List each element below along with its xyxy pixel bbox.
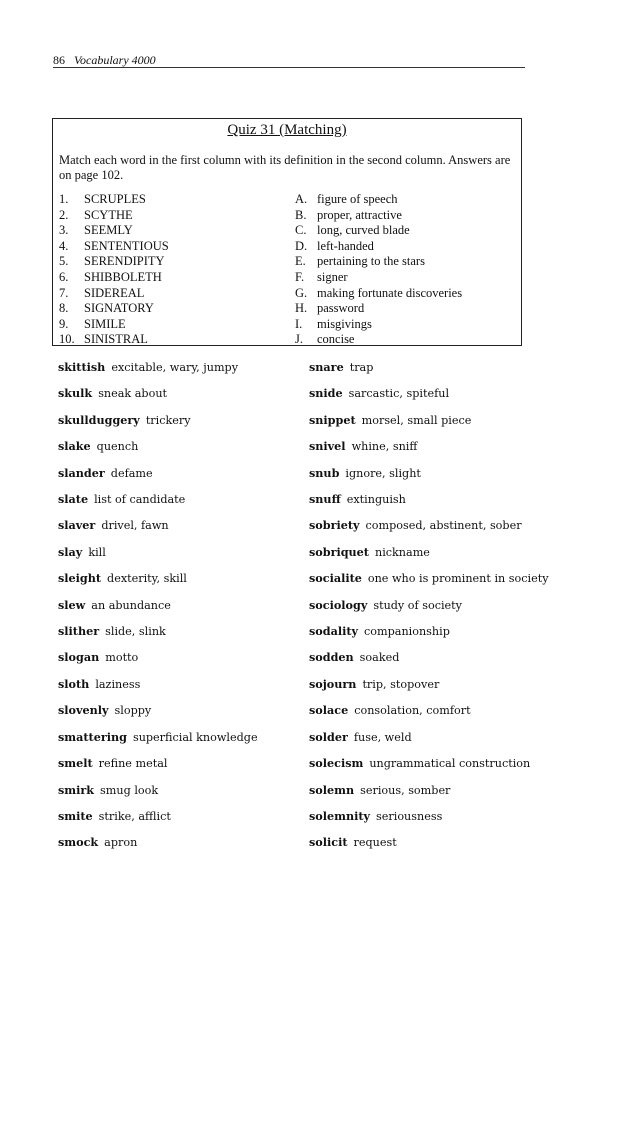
quiz-definition-text: signer <box>317 269 348 284</box>
vocab-term: solemnity <box>309 808 371 823</box>
vocab-term: slate <box>58 492 89 507</box>
vocab-term: smattering <box>58 729 127 744</box>
vocab-term: sodden <box>309 650 354 665</box>
vocab-definition: defame <box>110 466 153 480</box>
vocab-term: sobriquet <box>309 544 369 559</box>
vocab-definition: list of candidate <box>94 493 186 507</box>
quiz-word: SIDEREAL <box>84 285 145 300</box>
vocab-term: socialite <box>309 571 362 586</box>
quiz-definition-text: password <box>317 301 365 316</box>
vocab-term: slew <box>58 597 86 612</box>
vocab-term: sociology <box>309 597 368 612</box>
vocab-entry <box>58 385 288 402</box>
vocab-definition: whine, sniff <box>351 440 418 454</box>
quiz-word-row <box>59 239 289 255</box>
vocab-entry <box>309 834 549 851</box>
vocab-entry <box>58 438 288 455</box>
quiz-definition-text: figure of speech <box>317 192 398 206</box>
vocab-definition: ignore, slight <box>345 466 421 480</box>
quiz-definition-row <box>295 270 520 286</box>
vocab-entry <box>309 597 549 614</box>
vocab-definition: sneak about <box>98 387 168 401</box>
vocab-definition: fuse, weld <box>353 730 412 744</box>
vocab-definition: smug look <box>100 783 159 797</box>
vocab-term: snuff <box>309 492 341 507</box>
quiz-definition-text: making fortunate discoveries <box>317 285 463 300</box>
quiz-word: SHIBBOLETH <box>84 269 162 284</box>
vocab-term: snippet <box>309 412 356 427</box>
quiz-definition-row <box>295 317 520 333</box>
vocab-definition: trickery <box>145 413 191 427</box>
quiz-definition-letter: J. <box>295 332 303 347</box>
quiz-word: SIGNATORY <box>84 301 154 316</box>
quiz-word-number: 1. <box>59 192 69 206</box>
quiz-definition-row <box>295 332 520 348</box>
vocab-definition: extinguish <box>346 493 406 507</box>
vocab-term: solemn <box>309 782 355 797</box>
vocab-term: slither <box>58 624 100 639</box>
quiz-word-row <box>59 332 289 348</box>
quiz-word: SCRUPLES <box>84 192 146 206</box>
vocab-definition: seriousness <box>376 809 443 823</box>
vocab-term: slake <box>58 439 91 454</box>
quiz-definition-letter: D. <box>295 238 308 253</box>
vocab-entry <box>58 623 288 640</box>
quiz-word-list <box>59 192 289 348</box>
quiz-definition-list <box>295 192 520 348</box>
quiz-word-number: 8. <box>59 301 69 316</box>
vocab-definition: drivel, fawn <box>101 519 169 533</box>
quiz-word-number: 2. <box>59 207 69 222</box>
quiz-definition-letter: C. <box>295 223 307 238</box>
vocab-entry <box>309 412 549 429</box>
vocab-definition: trip, stopover <box>362 677 440 691</box>
vocab-entry <box>58 359 288 376</box>
quiz-definition-letter: H. <box>295 301 308 316</box>
vocab-entry <box>58 412 288 429</box>
vocab-term: sloth <box>58 676 90 691</box>
quiz-word-number: 6. <box>59 269 69 284</box>
vocab-entry <box>58 544 288 561</box>
vocab-definition: laziness <box>95 677 141 691</box>
book-title: Vocabulary 4000 <box>74 53 156 67</box>
vocab-definition: companionship <box>364 625 450 639</box>
vocab-entry <box>309 782 549 799</box>
quiz-definition-row <box>295 192 520 208</box>
vocab-term: snare <box>309 360 344 374</box>
quiz-definition-letter: I. <box>295 316 303 331</box>
quiz-definition-row <box>295 301 520 317</box>
quiz-word: SENTENTIOUS <box>84 238 169 253</box>
vocab-definition: soaked <box>359 651 400 665</box>
vocab-definition: quench <box>96 440 139 454</box>
vocab-entry <box>58 834 288 851</box>
vocab-term: slander <box>58 465 105 480</box>
vocab-term: solace <box>309 703 349 718</box>
vocab-definition: strike, afflict <box>98 809 171 823</box>
quiz-word-row <box>59 286 289 302</box>
vocab-entry <box>309 465 549 482</box>
vocab-term: slay <box>58 544 83 559</box>
vocab-definition: serious, somber <box>360 783 451 797</box>
vocab-entry <box>58 782 288 799</box>
page-number: 86 <box>53 53 65 67</box>
vocab-term: slogan <box>58 650 100 665</box>
vocab-term: snub <box>309 465 340 480</box>
vocab-entry <box>309 676 549 693</box>
vocab-definition: excitable, wary, jumpy <box>111 361 239 374</box>
vocab-entry <box>309 729 549 746</box>
quiz-definition-letter: B. <box>295 207 307 222</box>
vocab-entry <box>309 359 549 376</box>
vocab-term: smelt <box>58 756 93 771</box>
quiz-title: Quiz 31 (Matching) <box>227 122 347 138</box>
vocab-definition: refine metal <box>98 757 168 771</box>
vocab-definition: morsel, small piece <box>361 413 472 427</box>
vocab-term: solecism <box>309 756 364 771</box>
quiz-definition-text: long, curved blade <box>317 223 410 238</box>
vocab-definition: kill <box>88 545 106 559</box>
vocab-entry <box>58 676 288 693</box>
vocab-entry <box>58 517 288 534</box>
vocab-entry <box>309 623 549 640</box>
quiz-word-row <box>59 317 289 333</box>
vocab-definition: study of society <box>373 598 462 612</box>
vocab-definition: sloppy <box>114 704 152 718</box>
vocab-entry <box>58 597 288 614</box>
quiz-definition-row <box>295 286 520 302</box>
vocab-term: sleight <box>58 571 102 586</box>
quiz-definition-text: proper, attractive <box>317 207 402 222</box>
vocab-definition: superficial knowledge <box>132 730 258 744</box>
quiz-definition-text: pertaining to the stars <box>317 254 425 269</box>
vocab-entry <box>58 491 288 508</box>
quiz-word-number: 4. <box>59 238 69 253</box>
vocab-definition: nickname <box>374 545 430 559</box>
vocab-definition: request <box>353 836 397 850</box>
vocab-entry <box>58 702 288 719</box>
quiz-definition-letter: E. <box>295 254 306 269</box>
vocab-definition: trap <box>349 361 374 374</box>
vocab-term: skullduggery <box>58 412 140 427</box>
quiz-word: SINISTRAL <box>84 332 148 347</box>
vocab-definition: one who is prominent in society <box>367 572 549 586</box>
vocab-entry <box>58 808 288 825</box>
quiz-word: SERENDIPITY <box>84 254 165 269</box>
quiz-word: SCYTHE <box>84 207 133 222</box>
vocab-entry <box>309 438 549 455</box>
vocab-term: smite <box>58 808 93 823</box>
vocab-entry <box>309 808 549 825</box>
vocab-entry <box>58 570 288 587</box>
vocab-term: sodality <box>309 624 358 639</box>
vocab-entry <box>309 544 549 561</box>
quiz-word-row <box>59 208 289 224</box>
vocab-entry <box>58 729 288 746</box>
vocab-term: slaver <box>58 518 96 533</box>
vocab-term: sojourn <box>309 676 357 691</box>
quiz-definition-text: concise <box>317 332 355 347</box>
vocab-term: smirk <box>58 782 95 797</box>
vocab-definition: slide, slink <box>105 625 166 639</box>
quiz-instructions: Match each word in the first column with its definition in the second column. Answers are on page 102. <box>59 153 511 182</box>
vocab-term: solicit <box>309 835 348 850</box>
quiz-word: SIMILE <box>84 316 126 331</box>
quiz-word-row <box>59 223 289 239</box>
vocab-term: solder <box>309 729 348 744</box>
quiz-definition-row <box>295 208 520 224</box>
quiz-word-number: 10. <box>59 332 75 347</box>
quiz-definition-row <box>295 239 520 255</box>
quiz-word: SEEMLY <box>84 223 133 238</box>
vocab-term: sobriety <box>309 518 360 533</box>
vocab-entry <box>309 702 549 719</box>
vocab-term: slovenly <box>58 703 109 718</box>
quiz-definition-letter: F. <box>295 269 305 284</box>
vocab-column-right <box>309 359 549 861</box>
vocab-column-left <box>58 359 288 861</box>
quiz-word-number: 9. <box>59 316 69 331</box>
vocab-entry <box>58 649 288 666</box>
vocab-definition: an abundance <box>91 598 171 612</box>
vocab-definition: consolation, comfort <box>354 704 471 718</box>
quiz-box <box>52 118 522 346</box>
vocab-definition: motto <box>105 651 139 665</box>
vocab-definition: apron <box>104 836 138 850</box>
vocab-entry <box>309 570 549 587</box>
quiz-word-number: 3. <box>59 223 69 238</box>
quiz-word-row <box>59 270 289 286</box>
vocab-entry <box>309 385 549 402</box>
vocab-entry <box>58 465 288 482</box>
vocab-definition: composed, abstinent, sober <box>365 519 522 533</box>
vocab-term: skittish <box>58 360 106 374</box>
page-header <box>53 53 525 68</box>
vocab-term: skulk <box>58 386 93 401</box>
vocab-entry <box>309 755 549 772</box>
vocab-term: snide <box>309 386 343 401</box>
quiz-word-row <box>59 192 289 208</box>
vocab-entry <box>309 491 549 508</box>
quiz-word-number: 5. <box>59 254 69 269</box>
vocab-definition: sarcastic, spiteful <box>348 387 450 401</box>
quiz-definition-letter: G. <box>295 285 308 300</box>
quiz-word-number: 7. <box>59 285 69 300</box>
quiz-definition-row <box>295 223 520 239</box>
vocab-definition: dexterity, skill <box>107 572 187 586</box>
quiz-word-row <box>59 301 289 317</box>
quiz-definition-row <box>295 254 520 270</box>
vocab-definition: ungrammatical construction <box>369 757 531 771</box>
vocab-entry <box>309 517 549 534</box>
vocab-term: snivel <box>309 439 346 454</box>
quiz-definition-text: misgivings <box>317 316 372 331</box>
quiz-word-row <box>59 254 289 270</box>
quiz-definition-text: left-handed <box>317 238 374 253</box>
vocab-entry <box>58 755 288 772</box>
quiz-definition-letter: A. <box>295 192 308 206</box>
vocab-term: smock <box>58 835 99 850</box>
vocab-entry <box>309 649 549 666</box>
